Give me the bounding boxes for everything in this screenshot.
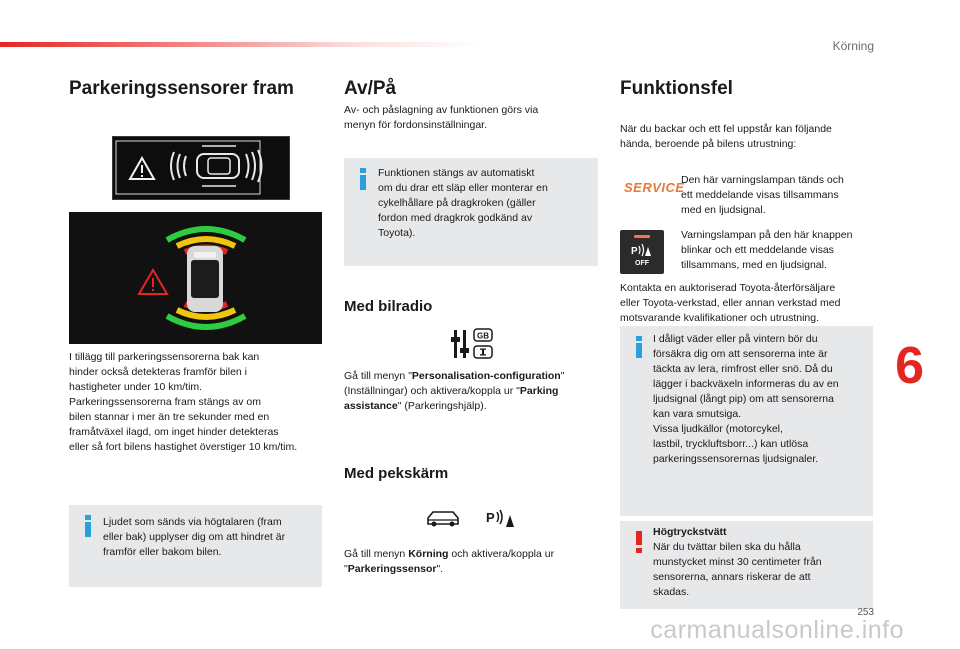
- parking-off-button-icon: [620, 230, 664, 274]
- text-line: ljudsignal (långt pip) om att sensorerna: [653, 393, 834, 405]
- off-label: OFF: [635, 260, 649, 267]
- touchscreen-instructions: [344, 547, 604, 577]
- text-line: blinkar och ett meddelande visas: [681, 244, 834, 256]
- dashboard-display-image: [112, 136, 290, 200]
- subsection-title-radio: Med bilradio: [344, 298, 433, 315]
- text-line: Kontakta en auktoriserad Toyota-återförsäljare: [620, 282, 836, 294]
- text-line: Den här varningslampan tänds och: [681, 174, 844, 186]
- text-line: I dåligt väder eller på vintern bör du: [653, 333, 818, 345]
- text-line: Varningslampan på den här knappen: [681, 229, 853, 241]
- text-fragment: " (Parkeringshjälp).: [397, 400, 487, 412]
- info-box-trailer: [344, 158, 598, 266]
- text-line: eller så fort bilens hastighet överstiger 10 km/tim.: [69, 441, 298, 453]
- svg-text:P: P: [486, 510, 495, 525]
- text-line: Funktionen stängs av automatiskt: [378, 167, 535, 179]
- text-line: Av- och påslagning av funktionen görs via: [344, 104, 539, 116]
- text-line: bilen stannar i mer än tre sekunder med en: [69, 411, 270, 423]
- sensor-zones-image: [69, 212, 322, 344]
- text-line: täckta av lera, rimfrost eller snö. Då du: [653, 363, 833, 375]
- text-line: munstycket minst 30 centimeter från: [653, 556, 822, 568]
- section-title-malfunction: Funktionsfel: [620, 78, 733, 99]
- text-line: om du drar ett släp eller monterar en: [378, 182, 548, 194]
- warning-title: Högtryckstvätt: [653, 526, 727, 538]
- warning-box-pressure-wash: [620, 521, 873, 609]
- text-line: eller Toyota-verkstad, eller annan verkstad med: [620, 297, 841, 309]
- parking-sensor-icon: [486, 507, 516, 531]
- gb-language-icon: GB: [477, 331, 489, 341]
- section-title-on-off: Av/På: [344, 78, 397, 99]
- text-line: hastigheter under 10 km/tim.: [69, 381, 203, 393]
- page-number: 253: [857, 607, 874, 618]
- info-icon: [632, 336, 646, 358]
- radio-instructions: [344, 369, 604, 414]
- chapter-label: Körning: [832, 39, 874, 53]
- text-line: skadas.: [653, 586, 690, 598]
- menu-name: Körning: [408, 548, 449, 560]
- text-line: sensorerna, annars riskerar de att: [653, 571, 811, 583]
- text-fragment: " (Inställningar) och aktivera/koppla ur ": [344, 370, 565, 397]
- text-line: försäkra dig om att sensorerna inte är: [653, 348, 828, 360]
- text-line: med en ljudsignal.: [681, 204, 766, 216]
- menu-name: Personalisation-configuration: [411, 370, 561, 382]
- parking-sensor-icon: [631, 242, 653, 258]
- text-line: eller bak) upplyser dig om att hindret är: [103, 531, 286, 543]
- contact-dealer-text: [620, 281, 882, 326]
- text-line: Toyota).: [378, 227, 416, 239]
- settings-sliders-icon: [450, 326, 498, 362]
- info-icon: [81, 515, 95, 537]
- text-fragment: Gå till menyn ": [344, 370, 412, 382]
- text-line: menyn för fordonsinställningar.: [344, 119, 487, 131]
- car-sensor-zones-graphic: [69, 212, 322, 344]
- header-accent-bar: [0, 42, 480, 47]
- text-fragment: Gå till menyn: [344, 548, 409, 560]
- text-fragment: och aktivera/koppla ur ": [344, 548, 555, 575]
- menu-item-name: Parking assistance: [344, 385, 559, 412]
- text-line: kan vara smutsiga.: [653, 408, 742, 420]
- subsection-title-touchscreen: Med pekskärm: [344, 465, 449, 482]
- text-line: lägger i backväxeln informeras du av en: [653, 378, 839, 390]
- text-line: framför eller bakom bilen.: [103, 546, 222, 558]
- section-title-front-sensors: Parkeringssensorer fram: [69, 78, 294, 99]
- warning-led: [634, 235, 650, 238]
- text-line: tillsammans, med en ljudsignal.: [681, 259, 827, 271]
- car-driving-icon: [424, 509, 462, 529]
- chapter-number: 6: [895, 337, 924, 395]
- front-sensors-description: [69, 350, 331, 455]
- text-line: När du tvättar bilen ska du hålla: [653, 541, 801, 553]
- watermark: carmanualsonline.info: [650, 616, 904, 644]
- svg-text:P: P: [631, 246, 638, 257]
- malfunction-intro: [620, 122, 880, 152]
- text-line: framåtväxel ilagd, om inget hinder detekteras: [69, 426, 279, 438]
- text-line: hända, beroende på bilens utrustning:: [620, 138, 797, 150]
- service-warning-text: [681, 173, 881, 218]
- text-line: I tillägg till parkeringssensorerna bak kan: [69, 351, 260, 363]
- off-button-warning-text: [681, 228, 881, 273]
- text-line: ett meddelande visas tillsammans: [681, 189, 839, 201]
- text-line: Vissa ljudkällor (motorcykel,: [653, 423, 783, 435]
- text-line: Ljudet som sänds via högtalaren (fram: [103, 516, 282, 528]
- service-warning-icon: SERVICE: [624, 180, 685, 195]
- text-fragment: ".: [436, 563, 444, 575]
- text-line: motsvarande kvalifikationer och utrustning.: [620, 312, 820, 324]
- text-line: parkeringssensorernas ljudsignaler.: [653, 453, 819, 465]
- text-line: lastbil, tryckluftsborr...) kan utlösa: [653, 438, 809, 450]
- text-line: hinder också detekteras framför bilen i: [69, 366, 248, 378]
- info-icon: [356, 168, 370, 190]
- warning-exclamation-icon: [632, 531, 646, 553]
- text-line: Parkeringssensorerna fram stängs av om: [69, 396, 261, 408]
- on-off-intro: [344, 103, 594, 133]
- menu-item-name: Parkeringssensor: [347, 563, 437, 575]
- dashboard-parking-display-graphic: [112, 136, 290, 200]
- text-line: När du backar och ett fel uppstår kan följande: [620, 123, 832, 135]
- info-box-weather: [620, 326, 873, 516]
- text-line: fordon med dragkrok godkänd av: [378, 212, 533, 224]
- info-box-sound: [69, 505, 322, 587]
- text-line: cykelhållare på dragkroken (gäller: [378, 197, 536, 209]
